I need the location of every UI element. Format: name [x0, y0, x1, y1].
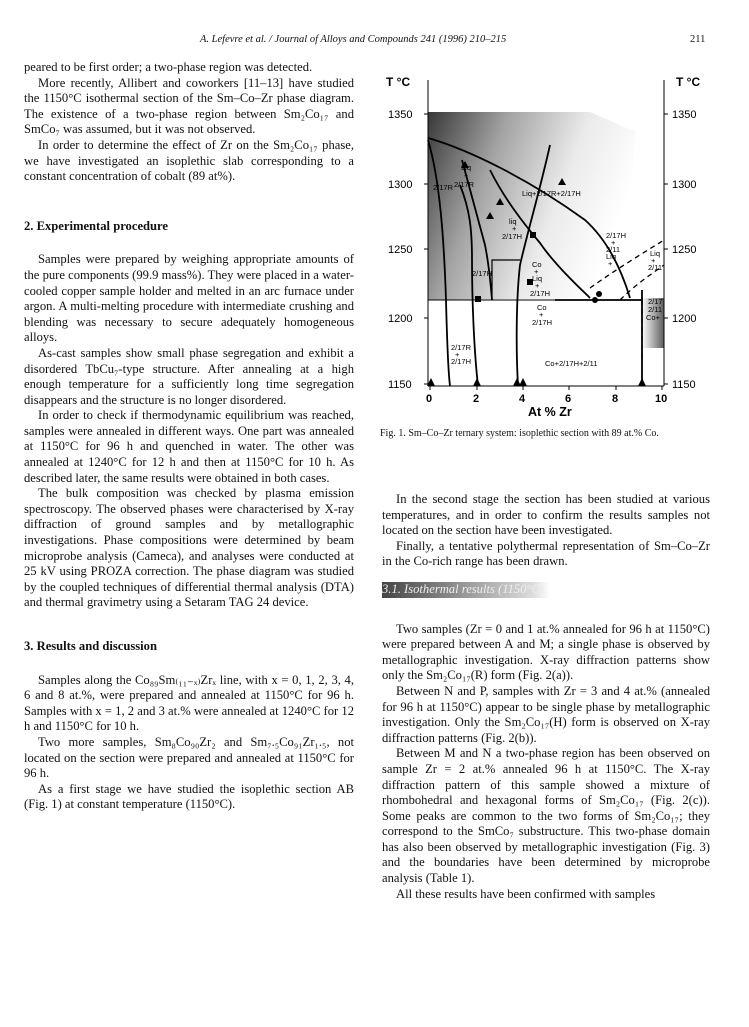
section-heading: 3. Results and discussion	[24, 639, 157, 653]
y-tick-label: 1350	[388, 109, 413, 121]
y-tick-label: 1150	[388, 379, 412, 391]
paragraph: Samples were prepared by weighing appropriate amounts of the pure components (99.9 mass%). They were placed in a water-cooled copper sample holder and melted in an arc furnace under argon. A multi-melting procedure with intermediate crushing and blending was necessary to secure adequately homogeneous alloys.	[24, 252, 354, 345]
paragraph: Two more samples, Sm₈Co₉₀Zr₂ and Sm₇.₅Co₉₁Zr₁.₅, not located on the section were prepared and annealed at 1150°C for 96 h.	[24, 734, 354, 781]
region-label: 2/11	[606, 245, 621, 254]
region-label: +	[608, 259, 613, 268]
region-label: 2/17	[648, 297, 663, 306]
region-label: Liq	[532, 274, 543, 283]
region-label: 2/17H	[532, 318, 553, 327]
paragraph: Between M and N a two-phase region has been observed on sample Zr = 2 at.% annealed 96 h at 1150°C. The X-ray diffraction pattern of this sample showed a mixture of rhombohedral and hexagonal forms of Sm₂Co₁₇ (Fig. 2(c)). Some peaks are common to the two forms of Sm₂Co₁₇; they correspond to the SmCo₇ substructure. This two-phase domain has also been observed by metallographic investigation (Fig. 3) and the boundaries have been determined by microprobe analysis (Table 1).	[382, 746, 710, 886]
region-label: 2/17H	[606, 231, 627, 240]
paragraph: In order to determine the effect of Zr on the Sm₂Co₁₇ phase, we have investigated an isoplethic slab corresponding to a constant concentration of cobalt (89 at%).	[24, 137, 354, 184]
paragraph: The bulk composition was checked by plasma emission spectroscopy. The observed phases were characterised by X-ray diffraction of ground samples and by metallographic investigations. Phase compositions were determined by beam microprobe analysis (Cameca), and analyses were conducted at 25 kV using PROZA correction. The phase diagram was studied by the coupled techniques of differential thermal analysis (DTA) and thermal gravimetry using a Setaram TAG 24 device.	[24, 486, 354, 610]
paragraph: Two samples (Zr = 0 and 1 at.% annealed for 96 h at 1150°C) were prepared between A and M; a single phase is observed by metallographic investigation. X-ray diffraction patterns show only the Sm₂Co₁₇(R) form (Fig. 2(a)).	[382, 621, 710, 683]
paragraph: peared to be first order; a two-phase region was detected.	[24, 60, 313, 74]
region-label: 2/17R	[454, 180, 475, 189]
x-tick-label: 2	[473, 393, 480, 405]
region-label: 2/17H	[530, 289, 551, 298]
x-tick-label: 6	[565, 393, 572, 405]
region-label: 2/11	[648, 263, 663, 272]
region-label: +	[611, 238, 616, 247]
section-heading: 2. Experimental procedure	[24, 218, 168, 233]
paragraph: Samples along the Co₈₉Sm₍₁₁₋ₓ₎Zrₓ line, with x = 0, 1, 2, 3, 4, 6 and 8 at.%, were prepared and annealed at 1150°C for 96 h. Samples with x = 1, 2 and 3 at.% were annealed at 1240°C for 12 h and 1150°C for 10 h.	[24, 672, 354, 734]
region-label: +	[512, 224, 517, 233]
y-tick-label: 1250	[388, 244, 413, 256]
region-label: Liq+2/17R+2/17H	[522, 189, 581, 198]
paragraph: In order to check if thermodynamic equilibrium was reached, samples were annealed in different ways. One part was annealed at 1150°C for 96 h and quenched in water. The other was annealed at 1240°C for 12 h and then at 1150°C for 10 h. As described later, the same results were obtained in both cases.	[24, 408, 354, 485]
region-label: +	[455, 350, 460, 359]
y-tick-label: 1200	[672, 313, 697, 325]
region-label: Co+	[646, 313, 660, 322]
subsection-heading: 3.1. Isothermal results (1150°C)	[382, 582, 550, 598]
paragraph: More recently, Allibert and coworkers [11–13] have studied the 1150°C isothermal section of the Sm–Co–Zr phase diagram. The existence of a two-phase region between Sm₂Co₁₇ and SmCo₇ was assumed, but it was not observed.	[24, 75, 354, 137]
region-label: liq	[509, 217, 517, 226]
region-label: Co	[532, 260, 542, 269]
paragraph: All these results have been confirmed with samples	[396, 886, 656, 901]
figure-caption: Fig. 1. Sm–Co–Zr ternary system: isoplethic section with 89 at.% Co.	[380, 428, 659, 439]
paragraph: As-cast samples show small phase segregation and exhibit a disordered TbCu₇-type structure. After annealing at a high enough temperature for a sufficiently long time segregation disappears and the structure is no longer disordered.	[24, 345, 354, 407]
region-label: 2/17H	[451, 357, 472, 366]
y-unit-right: T °C	[676, 75, 701, 89]
x-tick-label: 10	[655, 393, 668, 405]
paragraph: As a first stage we have studied the isoplethic section AB (Fig. 1) at constant temperature (1150°C).	[24, 781, 354, 812]
x-ticks	[430, 386, 662, 390]
y-tick-label: 1300	[672, 179, 697, 191]
region-label: Liq	[606, 252, 617, 261]
y-tick-label: 1250	[672, 244, 697, 256]
region-label: 2/17H	[502, 232, 523, 241]
region-label: Liq	[650, 249, 661, 258]
x-tick-label: 0	[426, 393, 433, 405]
region-label: +	[534, 267, 539, 276]
x-axis-label: At % Zr	[528, 405, 572, 419]
x-tick-label: 8	[612, 393, 619, 405]
y-tick-label: 1300	[388, 179, 413, 191]
paragraph: Between N and P, samples with Zr = 3 and 4 at.% (annealed for 96 h at 1150°C) appear to be single phase by metallographic investigation. Only the Sm₂Co₁₇(H) form is observed on X-ray diffraction patterns (Fig. 2(b)).	[382, 683, 710, 745]
paragraph: In the second stage the section has been studied at various temperatures, and in order to confirm the results samples not located on the section have been investigated.	[382, 492, 710, 538]
running-header	[0, 34, 749, 50]
x-tick-label: 4	[519, 393, 526, 405]
left-column	[24, 60, 354, 813]
y-tick-label: 1350	[672, 109, 697, 121]
region-label: 2/17H	[472, 269, 493, 278]
paragraph: Finally, a tentative polythermal representation of Sm–Co–Zr in the Co-rich range has been drawn.	[382, 538, 710, 569]
region-label: +	[464, 171, 469, 180]
region-label: Co+2/17H+2/11	[545, 359, 598, 368]
region-label: +	[651, 256, 656, 265]
region-label: Co	[537, 303, 547, 312]
region-label: +	[535, 281, 540, 290]
shaded-region	[428, 112, 636, 300]
region-label: Liq	[461, 163, 472, 172]
region-label: 2/11	[648, 305, 663, 314]
y-unit-left: T °C	[386, 75, 411, 89]
y-tick-label: 1200	[388, 313, 413, 325]
region-label: 2/17R	[433, 183, 454, 192]
page-number: 211	[690, 34, 706, 45]
right-column	[382, 492, 710, 902]
phase-diagram-figure	[380, 60, 720, 440]
region-label: +	[539, 310, 544, 319]
phase-diagram	[380, 60, 720, 440]
region-label: 2/17R	[451, 343, 472, 352]
y-tick-label: 1150	[672, 379, 696, 391]
running-title: A. Lefevre et al. / Journal of Alloys and Compounds 241 (1996) 210–215	[200, 34, 507, 45]
